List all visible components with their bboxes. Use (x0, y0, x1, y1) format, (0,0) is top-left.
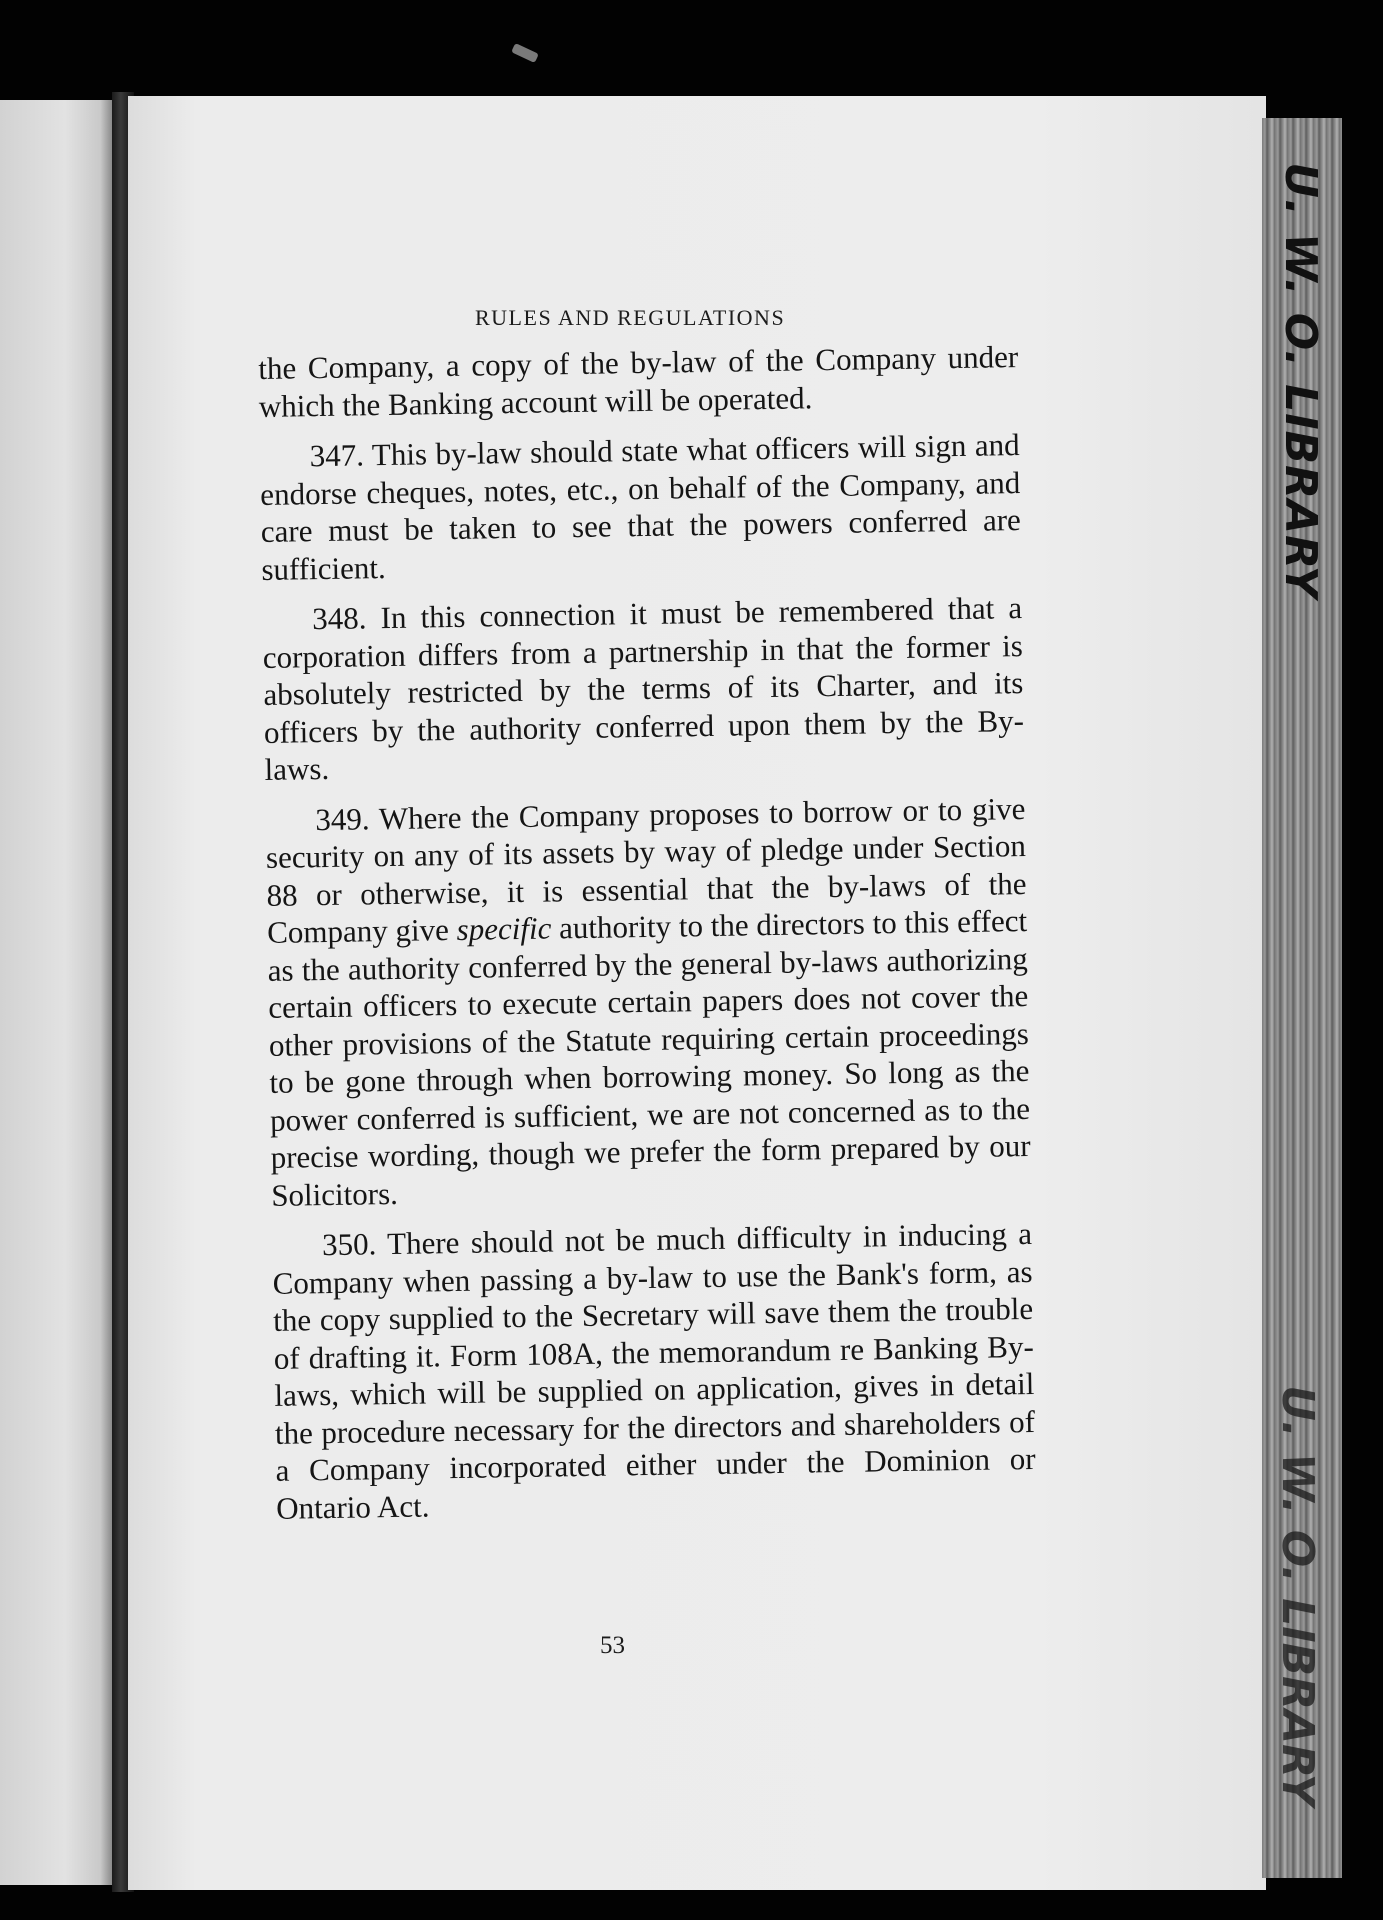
library-stamp-faded (1252, 1360, 1342, 1830)
paragraph-continuation: the Company, a copy of the by-law of the Company under which the Banking account will be operated. (258, 339, 1019, 424)
running-head: RULES AND REGULATIONS (475, 305, 786, 330)
paragraph-349-emphasis: specific (456, 910, 552, 947)
paragraph-350: 350. There should not be much difficulty in inducing a Company when passing a by-law to use the Bank's form, as the copy supplied to the Secretary will save them the trouble of drafting it. Form 108A, the memorandum re Banking By-laws, which will be supplied on application, gives in detail the procedure necessary for the directors and shareholders of a Company incorporated either under the Dominion or Ontario Act. (272, 1215, 1036, 1526)
paragraph-349-part-b: authority to the directors to this effect as the authority conferred by the general by-laws authorizing certain officers to execute certain papers does not cover the other provisions of the Statute requiring certain proceedings to be gone through when borrowing money. So long as the power conferred is sufficient, we are not concerned as to the precise wording, though we prefer the form prepared by our Solicitors. (267, 902, 1031, 1213)
body-text (258, 338, 1037, 1540)
library-stamp (1270, 150, 1330, 610)
page-number: 53 (600, 1632, 625, 1659)
library-stamp-faded-text: U. W. O. LIBRARY (1271, 1384, 1323, 1806)
scan-debris-mark (511, 43, 539, 63)
paragraph-348: 348. In this connection it must be remembered that a corporation differs from a partnership in that the former is absolutely restricted by the terms of its Charter, and its officers by the authority conferred upon them by the By-laws. (262, 590, 1025, 787)
paragraph-349-part-a: 349. Where the Company proposes to borrow or to give security on any of its assets by way of pledge under Section 88 or otherwise, it is essential that the by-laws of the Company give (265, 790, 1027, 950)
paragraph-347: 347. This by-law should state what officers will sign and endorse cheques, notes, etc., on behalf of the Company, and care must be taken to see that the powers conferred are sufficient. (259, 427, 1022, 587)
paragraph-349 (265, 790, 1031, 1214)
library-stamp-text: U. W. O. LIBRARY (1274, 161, 1326, 599)
left-page-edge (0, 100, 118, 1885)
